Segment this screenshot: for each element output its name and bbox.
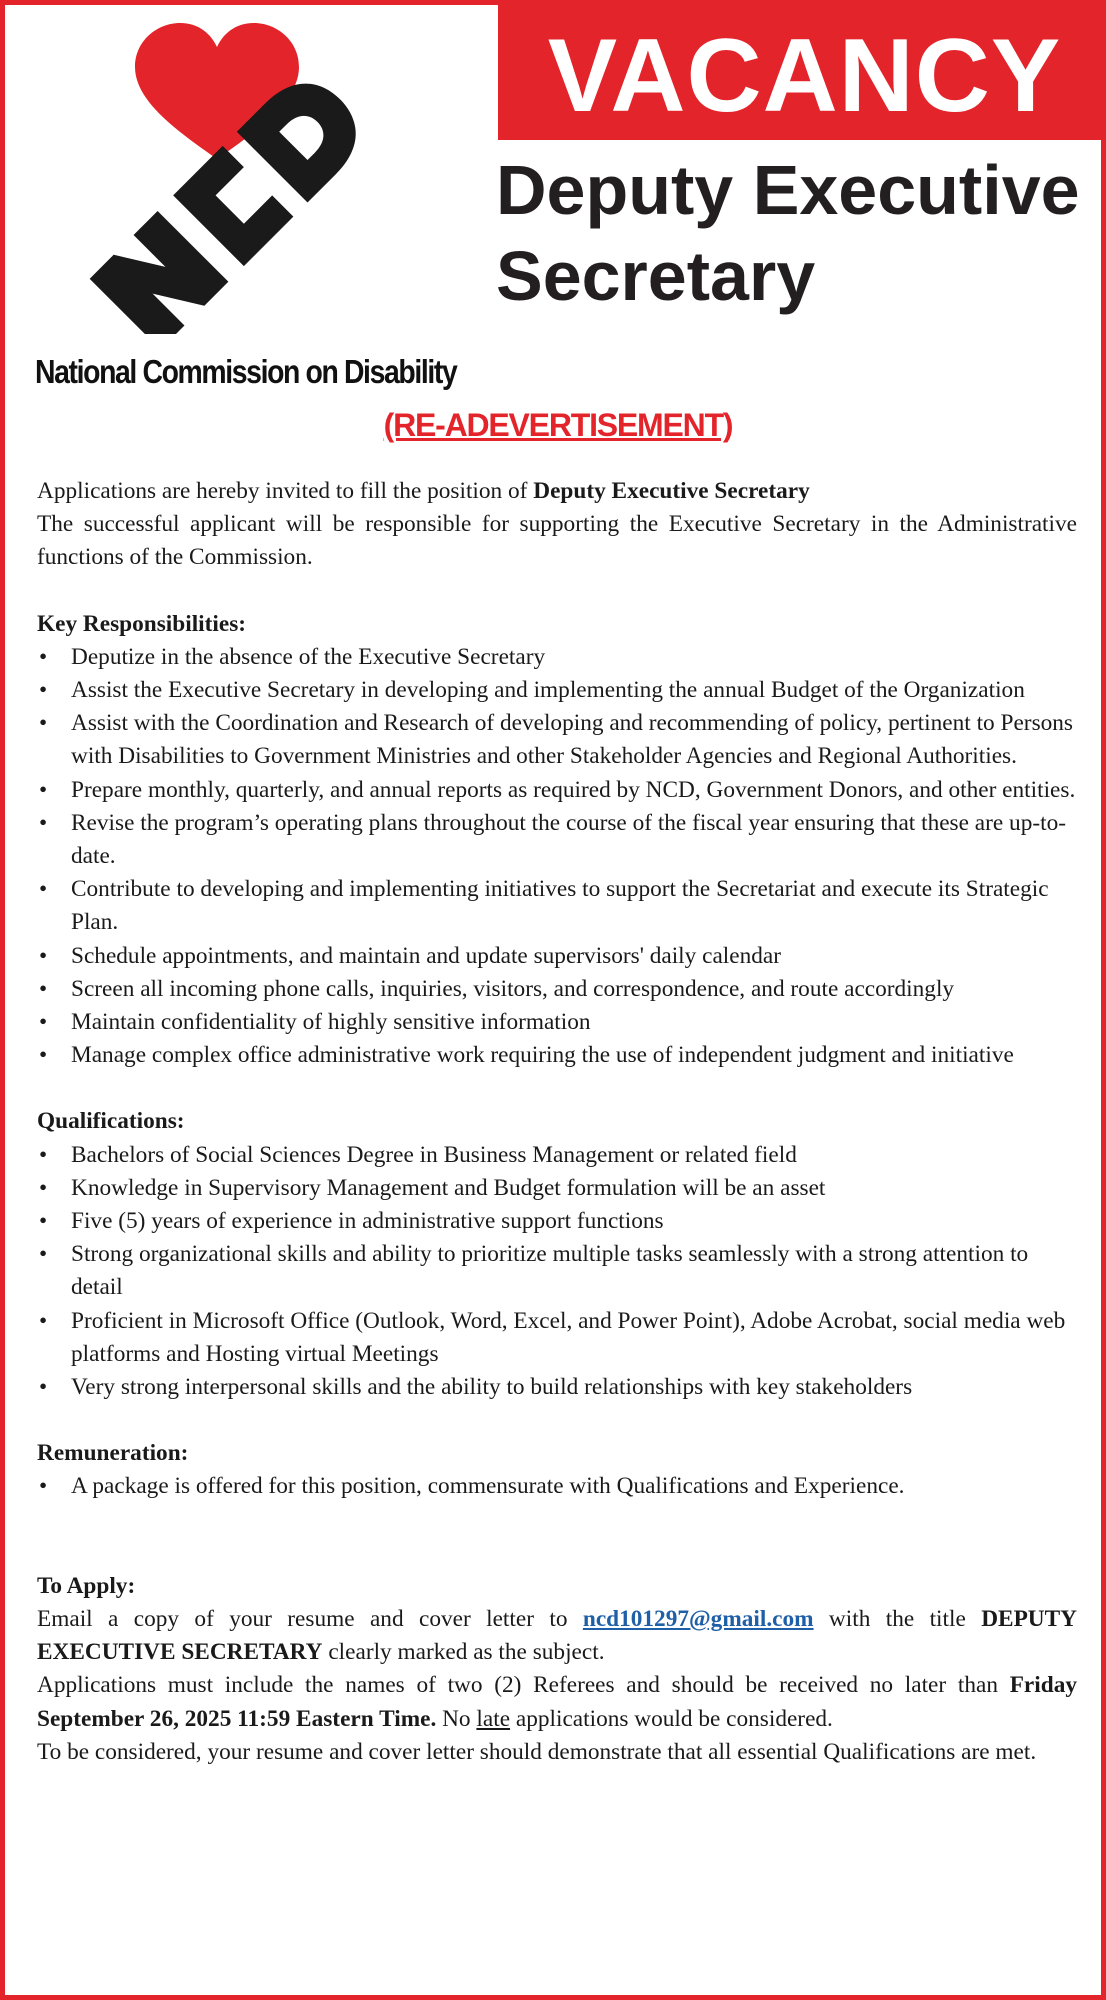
list-item: • Bachelors of Social Sciences Degree in Business Management or related field (37, 1139, 1077, 1172)
list-item: • Five (5) years of experience in administrative support functions (37, 1205, 1077, 1238)
intro-line: Applications are hereby invited to fill the position of Deputy Executive Secretary (37, 478, 810, 504)
list-item: • Assist with the Coordination and Research of developing and recommending of policy, pertinent to Persons with Disabilities to Government Ministries and other Stakeholder Agencies and Regional Authorities. (37, 707, 1077, 773)
intro-description: The successful applicant will be responsible for supporting the Executive Secretary in the Administrative functions of the Commission. (37, 511, 1077, 571)
remuneration-list (37, 1470, 1077, 1503)
list-item: • Very strong interpersonal skills and the ability to build relationships with key stakeholders (37, 1371, 1077, 1404)
list-item: • Maintain confidentiality of highly sensitive information (37, 1006, 1077, 1039)
responsibilities-list (37, 641, 1077, 1073)
vacancy-banner: VACANCY (498, 5, 1106, 140)
list-item: • Knowledge in Supervisory Management and Budget formulation will be an asset (37, 1172, 1077, 1205)
responsibilities-heading: Key Responsibilities: (37, 610, 247, 637)
list-item: • Screen all incoming phone calls, inquiries, visitors, and correspondence, and route accordingly (37, 973, 1077, 1006)
list-item: • A package is offered for this position, commensurate with Qualifications and Experience. (37, 1470, 1077, 1503)
ncd-logo (27, 19, 407, 334)
late-word: late (476, 1705, 511, 1732)
apply-deadline: Applications must include the names of two (2) Referees and should be received no later than Friday September 26, 2025 11:59 Eastern Time. No late applications would be considered. (37, 1672, 1077, 1732)
position-name: Deputy Executive Secretary (533, 478, 810, 504)
apply-requirements: To be considered, your resume and cover letter should demonstrate that all essential Qualifications are met. (37, 1738, 1037, 1765)
apply-instructions: Email a copy of your resume and cover letter to ncd101297@gmail.com with the title DEPUTY EXECUTIVE SECRETARY clearly marked as the subject. (37, 1605, 1077, 1666)
deadline-date: Friday September 26, 2025 11:59 Eastern Time. (37, 1672, 1077, 1732)
list-item: • Proficient in Microsoft Office (Outlook, Word, Excel, and Power Point), Adobe Acrobat, social media web platforms and Hosting virtual Meetings (37, 1305, 1077, 1371)
list-item: • Prepare monthly, quarterly, and annual reports as required by NCD, Government Donors, and other entities. (37, 774, 1077, 807)
list-item: • Manage complex office administrative work requiring the use of independent judgment and initiative (37, 1039, 1077, 1072)
list-item: • Deputize in the absence of the Executive Secretary (37, 641, 1077, 674)
qualifications-heading: Qualifications: (37, 1108, 185, 1135)
qualifications-list (37, 1139, 1077, 1405)
list-item: • Schedule appointments, and maintain and update supervisors' daily calendar (37, 940, 1077, 973)
list-item: • Strong organizational skills and ability to prioritize multiple tasks seamlessly with a strong attention to detail (37, 1238, 1077, 1304)
readvertisement-label: (RE-ADEVERTISEMENT) (383, 407, 733, 443)
list-item: • Assist the Executive Secretary in developing and implementing the annual Budget of the Organization (37, 674, 1077, 707)
email-link[interactable]: ncd101297@gmail.com (582, 1605, 814, 1632)
subject-title: DEPUTY EXECUTIVE SECRETARY (37, 1605, 1077, 1666)
apply-heading: To Apply: (37, 1572, 136, 1599)
page-title: Deputy Executive Secretary (496, 151, 1080, 315)
list-item: • Revise the program’s operating plans throughout the course of the fiscal year ensuring that these are up-to-date. (37, 807, 1077, 873)
list-item: • Contribute to developing and implementing initiatives to support the Secretariat and execute its Strategic Plan. (37, 873, 1077, 939)
organization-name: National Commission on Disability (35, 353, 457, 390)
vacancy-body (37, 475, 1077, 1769)
remuneration-heading: Remuneration: (37, 1440, 189, 1467)
